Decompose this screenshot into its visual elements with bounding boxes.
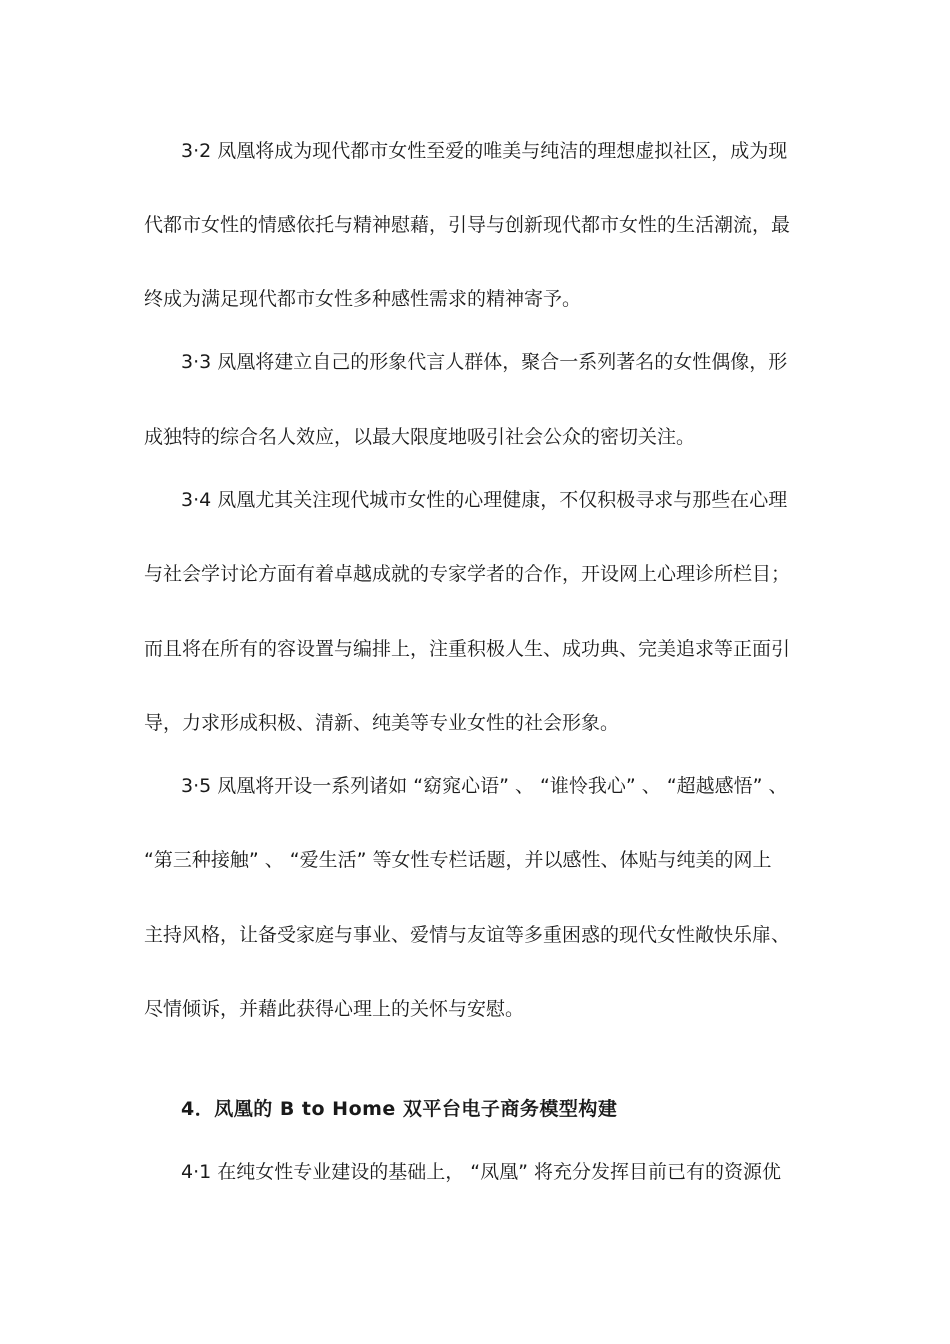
paragraph-3-4-line-1: 3·4 凤凰尤其关注现代城市女性的心理健康，不仅积极寻求与那些在心理 (181, 489, 788, 511)
section-4-heading: 4．凤凰的 B to Home 双平台电子商务模型构建 (181, 1098, 618, 1120)
paragraph-3-5-line-1: 3·5 凤凰将开设一系列诸如 “窈窕心语” 、 “谁怜我心” 、 “超越感悟” 、 (181, 775, 788, 797)
paragraph-3-3-line-1: 3·3 凤凰将建立自己的形象代言人群体，聚合一系列著名的女性偶像，形 (181, 351, 788, 373)
paragraph-3-4-line-2: 与社会学讨论方面有着卓越成就的专家学者的合作，开设网上心理诊所栏目； (144, 563, 791, 585)
paragraph-3-2-line-2: 代都市女性的情感依托与精神慰藉，引导与创新现代都市女性的生活潮流，最 (144, 214, 791, 236)
paragraph-3-3-line-2: 成独特的综合名人效应，以最大限度地吸引社会公众的密切关注。 (144, 426, 696, 448)
paragraph-3-2-line-3: 终成为满足现代都市女性多种感性需求的精神寄予。 (144, 288, 582, 310)
paragraph-3-2-line-1: 3·2 凤凰将成为现代都市女性至爱的唯美与纯洁的理想虚拟社区，成为现 (181, 140, 788, 162)
paragraph-4-1-line-1: 4·1 在纯女性专业建设的基础上， “凤凰” 将充分发挥目前已有的资源优 (181, 1161, 782, 1183)
paragraph-3-5-line-4: 尽情倾诉，并藉此获得心理上的关怀与安慰。 (144, 998, 525, 1020)
paragraph-3-5-line-3: 主持风格，让备受家庭与事业、爱情与友谊等多重困惑的现代女性敞快乐扉、 (144, 924, 791, 946)
paragraph-3-4-line-4: 导，力求形成积极、清新、纯美等专业女性的社会形象。 (144, 712, 620, 734)
paragraph-3-4-line-3: 而且将在所有的容设置与编排上，注重积极人生、成功典、完美追求等正面引 (144, 638, 791, 660)
paragraph-3-5-line-2: “第三种接触” 、 “爱生活” 等女性专栏话题，并以感性、体贴与纯美的网上 (144, 849, 772, 871)
